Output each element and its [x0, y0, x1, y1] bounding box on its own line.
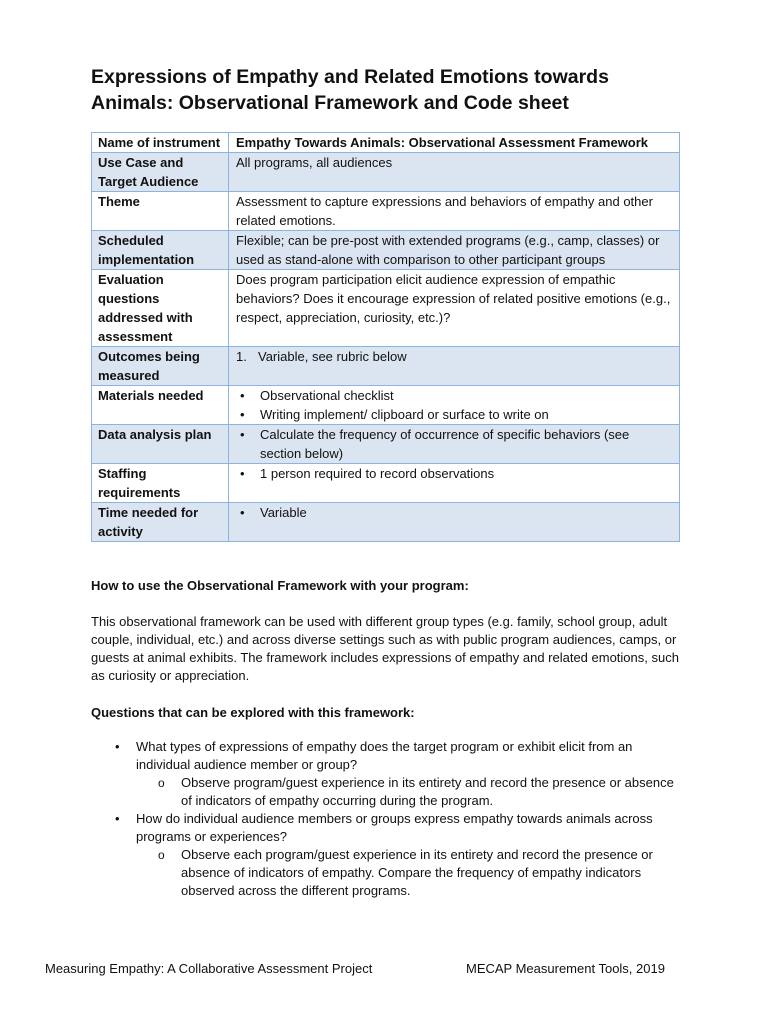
questions-list: [91, 738, 681, 900]
footer-left: Measuring Empathy: A Collaborative Assessment Project: [45, 961, 373, 976]
row-label-use-case: Use Case and Target Audience: [92, 153, 229, 192]
row-value-staffing: [229, 464, 680, 503]
list-item: • Variable: [236, 503, 673, 522]
row-value-scheduled: Flexible; can be pre-post with extended programs (e.g., camp, classes) or used as stand-alone with comparison to other participant groups: [229, 231, 680, 270]
table-row: [92, 386, 680, 425]
sub-list-item: o Observe each program/guest experience in its entirety and record the presence or absence of indicators of empathy. Compare the frequency of empathy indicators observed across the different programs.: [136, 846, 681, 900]
row-value-evaluation: Does program participation elicit audience expression of empathic behaviors? Does it encourage expression of related positive emotions (e.g., respect, appreciation, curiosity, etc.)?: [229, 270, 680, 347]
list-item: [91, 810, 681, 900]
list-item: • Writing implement/ clipboard or surface to write on: [236, 405, 673, 424]
list-item: [236, 347, 673, 366]
materials-list: [236, 386, 673, 424]
row-label-instrument: Name of instrument: [92, 133, 229, 153]
question-text: How do individual audience members or groups express empathy towards animals across programs or experiences?: [136, 811, 653, 844]
row-label-evaluation: Evaluation questions addressed with assessment: [92, 270, 229, 347]
table-row: [92, 192, 680, 231]
questions-heading: Questions that can be explored with this framework:: [91, 705, 415, 720]
list-number: 1.: [236, 349, 247, 364]
row-label-materials: Materials needed: [92, 386, 229, 425]
table-row: [92, 153, 680, 192]
row-label-outcomes: Outcomes being measured: [92, 347, 229, 386]
outcomes-list: [236, 347, 673, 366]
row-label-theme: Theme: [92, 192, 229, 231]
data-analysis-list: [236, 425, 673, 463]
question-text: What types of expressions of empathy does the target program or exhibit elicit from an individual audience member or group?: [136, 739, 633, 772]
table-row: [92, 270, 680, 347]
table-row: [92, 464, 680, 503]
row-value-outcomes: [229, 347, 680, 386]
instrument-info-table: [91, 132, 680, 542]
sub-list: [136, 774, 681, 810]
row-value-materials: [229, 386, 680, 425]
list-item: • Observational checklist: [236, 386, 673, 405]
table-row: [92, 133, 680, 153]
how-to-paragraph: This observational framework can be used with different group types (e.g. family, school group, adult couple, individual, etc.) and across diverse settings such as with public program audiences, camps, or guests at animal exhibits. The framework includes expressions of empathy and related emotions, such as curiosity or appreciation.: [91, 614, 679, 683]
table-row: [92, 503, 680, 542]
time-list: [236, 503, 673, 522]
how-to-heading: How to use the Observational Framework with your program:: [91, 578, 469, 593]
table-row: [92, 231, 680, 270]
row-value-data-analysis: [229, 425, 680, 464]
list-item: • 1 person required to record observations: [236, 464, 673, 483]
table-row: [92, 425, 680, 464]
sub-list: [136, 846, 681, 900]
list-item: [91, 738, 681, 810]
table-row: [92, 347, 680, 386]
footer-right: MECAP Measurement Tools, 2019: [466, 961, 665, 976]
staffing-list: [236, 464, 673, 483]
row-label-scheduled: Scheduled implementation: [92, 231, 229, 270]
row-label-data-analysis: Data analysis plan: [92, 425, 229, 464]
sub-list-item: o Observe program/guest experience in its entirety and record the presence or absence of indicators of empathy occurring during the program.: [136, 774, 681, 810]
document-title: Expressions of Empathy and Related Emotions towards Animals: Observational Framework and Code sheet: [91, 66, 609, 114]
row-value-time: [229, 503, 680, 542]
outcome-text: Variable, see rubric below: [258, 349, 407, 364]
list-item: • Calculate the frequency of occurrence of specific behaviors (see section below): [236, 425, 673, 463]
row-label-staffing: Staffing requirements: [92, 464, 229, 503]
row-label-time: Time needed for activity: [92, 503, 229, 542]
row-value-theme: Assessment to capture expressions and behaviors of empathy and other related emotions.: [229, 192, 680, 231]
row-value-instrument: Empathy Towards Animals: Observational Assessment Framework: [229, 133, 680, 153]
row-value-use-case: All programs, all audiences: [229, 153, 680, 192]
